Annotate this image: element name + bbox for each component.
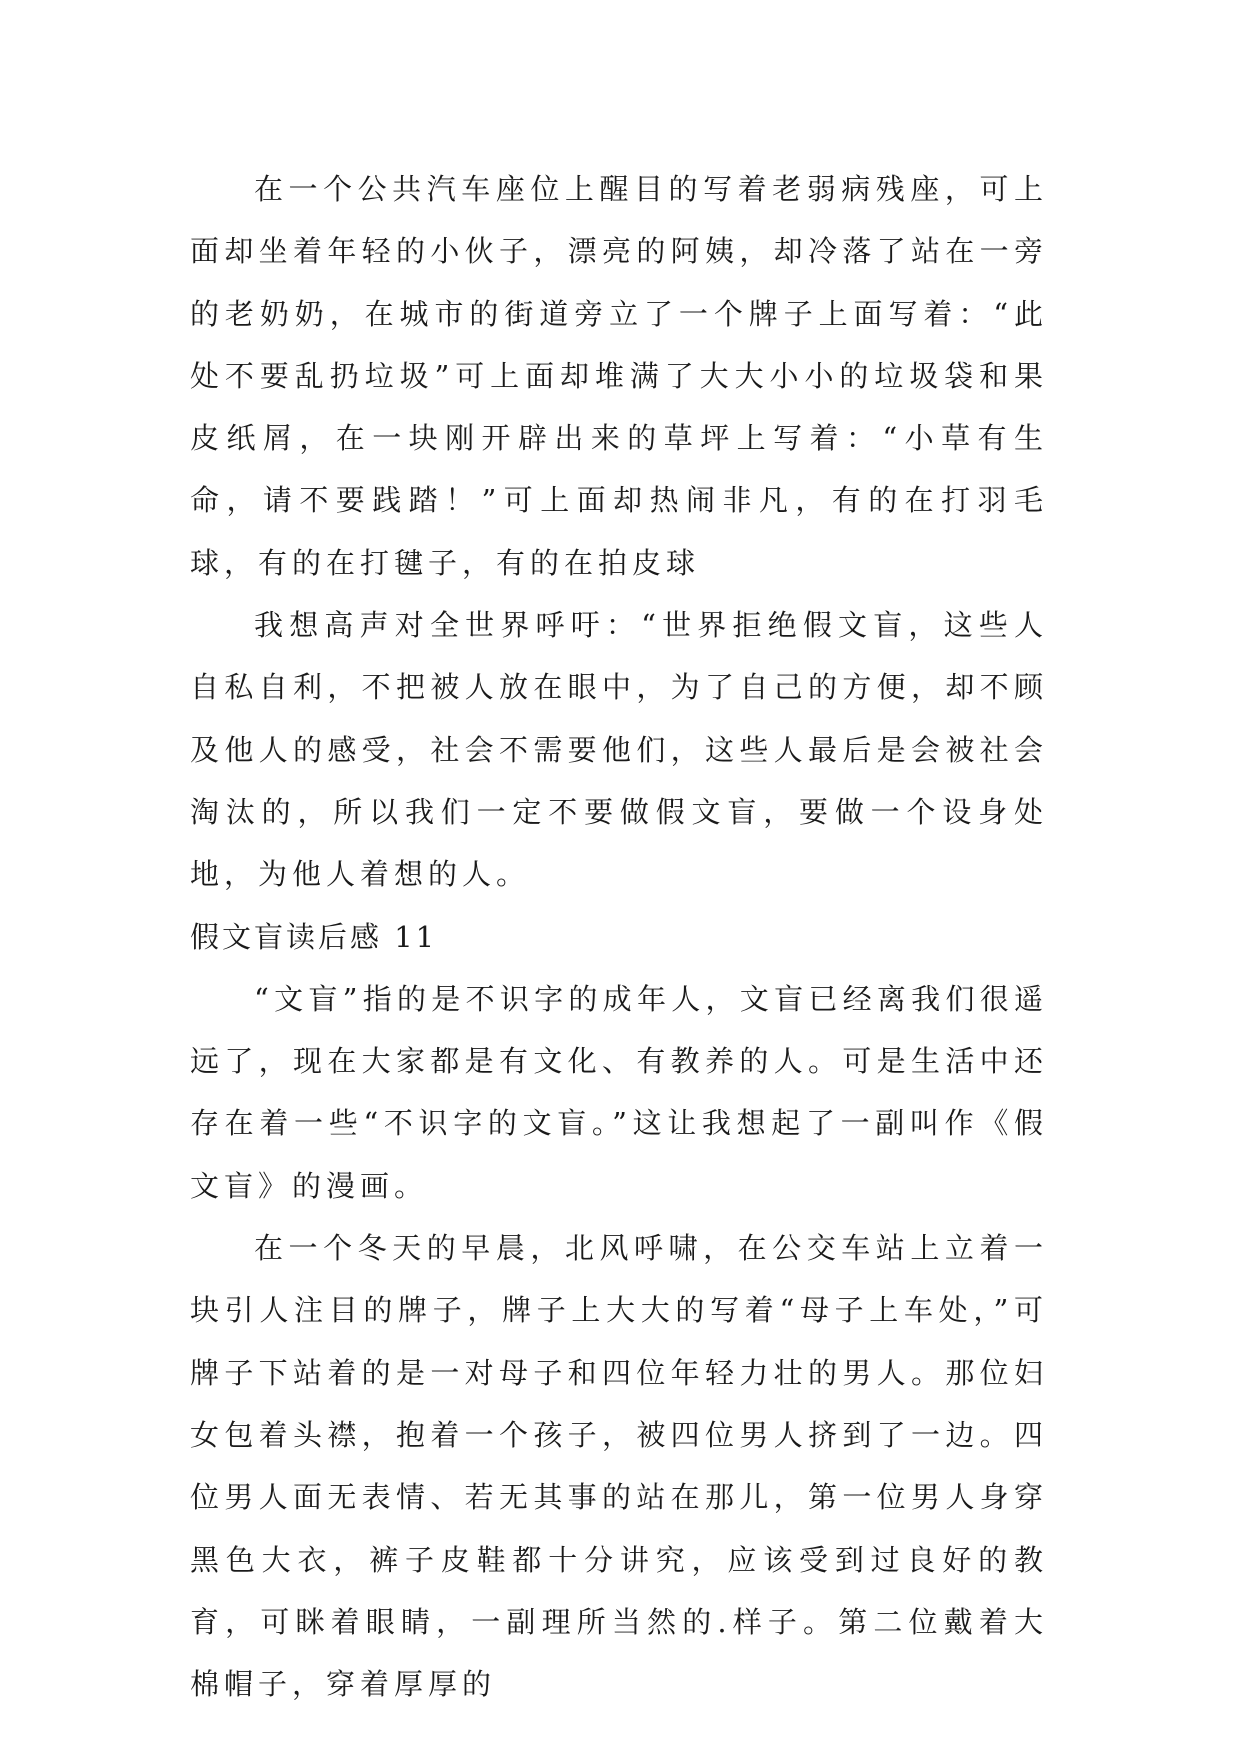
paragraph-appeal-to-world: 我想高声对全世界呼吁：“世界拒绝假文盲，这些人自私自利，不把被人放在眼中，为了自己的方便，却不顾及他人的感受，社会不需要他们，这些人最后是会被社会淘汰的，所以我们一定不要做假文盲，要做一个设身处地，为他人着想的人。 xyxy=(190,608,1048,892)
paragraph-bus-seat-signs: 在一个公共汽车座位上醒目的写着老弱病残座，可上面却坐着年轻的小伙子，漂亮的阿姨，却冷落了站在一旁的老奶奶，在城市的街道旁立了一个牌子上面写着：“此处不要乱扔垃圾”可上面却堆满了大大小小的垃圾袋和果皮纸屑，在一块刚开辟出来的草坪上写着：“小草有生命，请不要践踏！”可上面却热闹非凡，有的在打羽毛球，有的在打毽子，有的在拍皮球 xyxy=(190,172,1048,580)
document-body xyxy=(190,158,1048,1715)
paragraph-definition-of-illiterate: “文盲”指的是不识字的成年人，文盲已经离我们很遥远了，现在大家都是有文化、有教养的人。可是生活中还存在着一些“不识字的文盲。”这让我想起了一副叫作《假文盲》的漫画。 xyxy=(190,981,1048,1203)
section-heading: 假文盲读后感 11 xyxy=(190,919,438,954)
paragraph-winter-bus-stop: 在一个冬天的早晨，北风呼啸，在公交车站上立着一块引人注目的牌子，牌子上大大的写着“母子上车处，”可牌子下站着的是一对母子和四位年轻力壮的男人。那位妇女包着头襟，抱着一个孩子，被四位男人挤到了一边。四位男人面无表情、若无其事的站在那儿，第一位男人身穿黑色大衣，裤子皮鞋都十分讲究，应该受到过良好的教育，可眯着眼睛，一副理所当然的.样子。第二位戴着大棉帽子，穿着厚厚的 xyxy=(190,1231,1048,1702)
